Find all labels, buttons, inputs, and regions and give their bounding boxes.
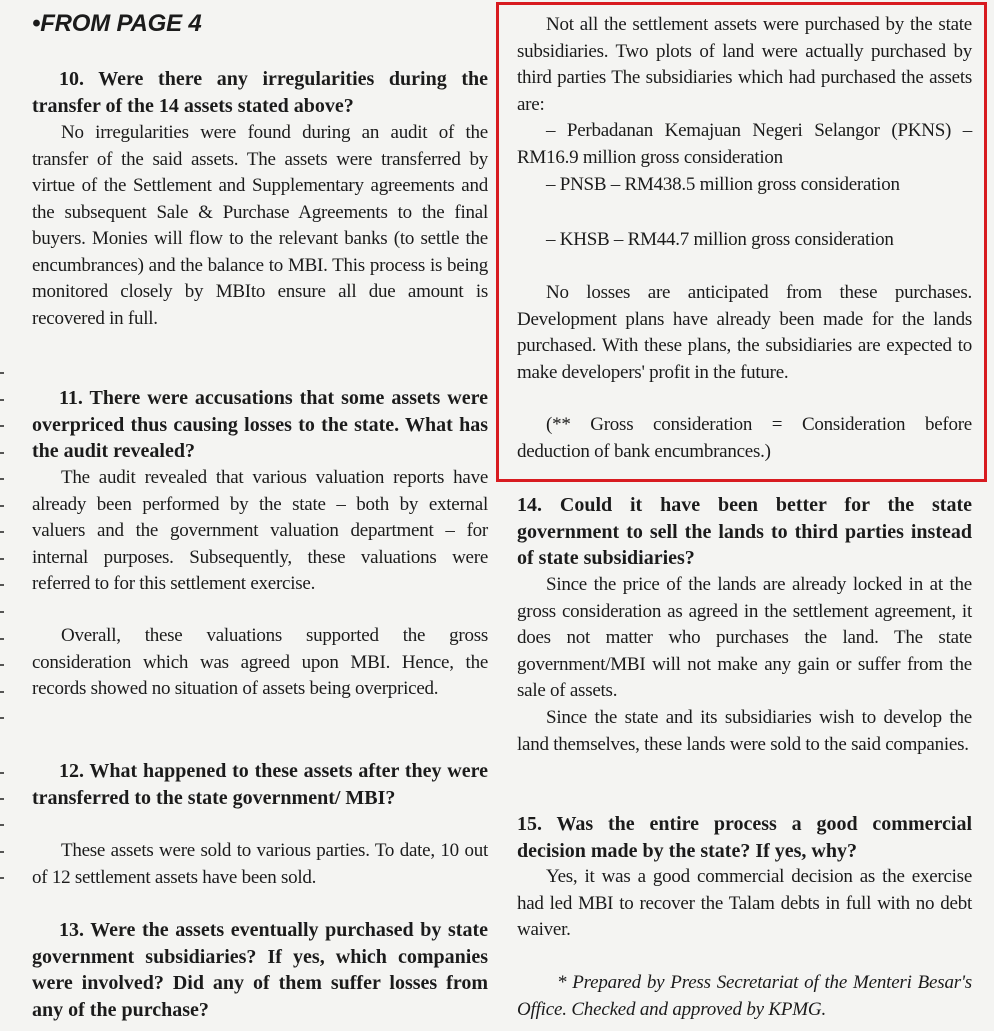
box-paragraph-1: Not all the settlement assets were purchased by the state subsidiaries. Two plots of land were actually purchased by third parties The subsidiaries which had purchased the assets are: [517, 14, 972, 115]
gutter-mark [0, 877, 4, 879]
gutter-mark [0, 691, 4, 693]
gutter-mark [0, 584, 4, 586]
gutter-mark [0, 505, 4, 507]
gutter-mark [0, 851, 4, 853]
gutter-mark [0, 558, 4, 560]
gutter-mark [0, 425, 4, 427]
gutter-mark [0, 372, 4, 374]
prepared-by-footnote: * Prepared by Press Secretariat of the Menteri Besar's Office. Checked and approved by KPMG. [517, 972, 972, 1020]
box-paragraph-2: No losses are anticipated from these purchases. Development plans have already been made for the lands purchased. With these plans, the subsidiaries are expected to make developers' profit in the future. [517, 282, 972, 383]
answer-14-paragraph-2: Since the state and its subsidiaries wish to develop the land themselves, these lands were sold to the said companies. [517, 707, 972, 755]
question-15: 15. Was the entire process a good commercial decision made by the state? If yes, why? [517, 813, 972, 862]
box-paragraph-3: (** Gross consideration = Consideration before deduction of bank encumbrances.) [517, 414, 972, 462]
gutter-mark [0, 824, 4, 826]
gutter-mark [0, 664, 4, 666]
gutter-mark [0, 638, 4, 640]
gutter-mark [0, 611, 4, 613]
question-14: 14. Could it have been better for the state government to sell the lands to third parties instead of state subsidiaries? [517, 494, 972, 569]
continued-from-label: •FROM PAGE 4 [32, 10, 202, 37]
answer-11-paragraph-2: Overall, these valuations supported the gross consideration which was agreed upon MBI. Hence, the records showed no situation of assets being overpriced. [32, 625, 488, 699]
box-list-item-khsb: – KHSB – RM44.7 million gross consideration [546, 229, 894, 250]
answer-14-paragraph-1: Since the price of the lands are already locked in at the gross consideration as agreed in the settlement agreement, it does not matter who purchases the land. The state government/MBI will not make any gain or suffer from the sale of assets. [517, 574, 972, 701]
gutter-mark [0, 478, 4, 480]
gutter-mark [0, 798, 4, 800]
answer-12: These assets were sold to various parties. To date, 10 out of 12 settlement assets have been sold. [32, 840, 488, 888]
gutter-mark [0, 452, 4, 454]
gutter-mark [0, 531, 4, 533]
answer-15: Yes, it was a good commercial decision as the exercise had led MBI to recover the Talam debts in full with no debt waiver. [517, 866, 972, 940]
gutter-mark [0, 772, 4, 774]
answer-10: No irregularities were found during an audit of the transfer of the said assets. The assets were transferred by virtue of the Settlement and Supplementary agreements and the subsequent Sale & Purchase Agreements to the final buyers. Monies will flow to the relevant banks (to settle the encumbrances) and the balance to MBI. This process is being monitored closely by MBIto ensure all due amount is recovered in full. [32, 122, 488, 329]
gutter-mark [0, 717, 4, 719]
question-12: 12. What happened to these assets after they were transferred to the state government/ MBI? [32, 760, 488, 809]
box-list-item-pkns: – Perbadanan Kemajuan Negeri Selangor (PKNS) – RM16.9 million gross consideration [517, 120, 972, 168]
question-10: 10. Were there any irregularities during the transfer of the 14 assets stated above? [32, 68, 488, 117]
question-13: 13. Were the assets eventually purchased by state government subsidiaries? If yes, which companies were involved? Did any of them suffer losses from any of the purchase? [32, 919, 488, 1021]
answer-11-paragraph-1: The audit revealed that various valuation reports have already been performed by the state – both by external valuers and the government valuation department – for internal purposes. Subsequently, these valuations were referred to for this settlement exercise. [32, 467, 488, 594]
question-11: 11. There were accusations that some assets were overpriced thus causing losses to the state. What has the audit revealed? [32, 387, 488, 462]
box-list-item-pnsb: – PNSB – RM438.5 million gross consideration [546, 174, 900, 195]
gutter-mark [0, 399, 4, 401]
